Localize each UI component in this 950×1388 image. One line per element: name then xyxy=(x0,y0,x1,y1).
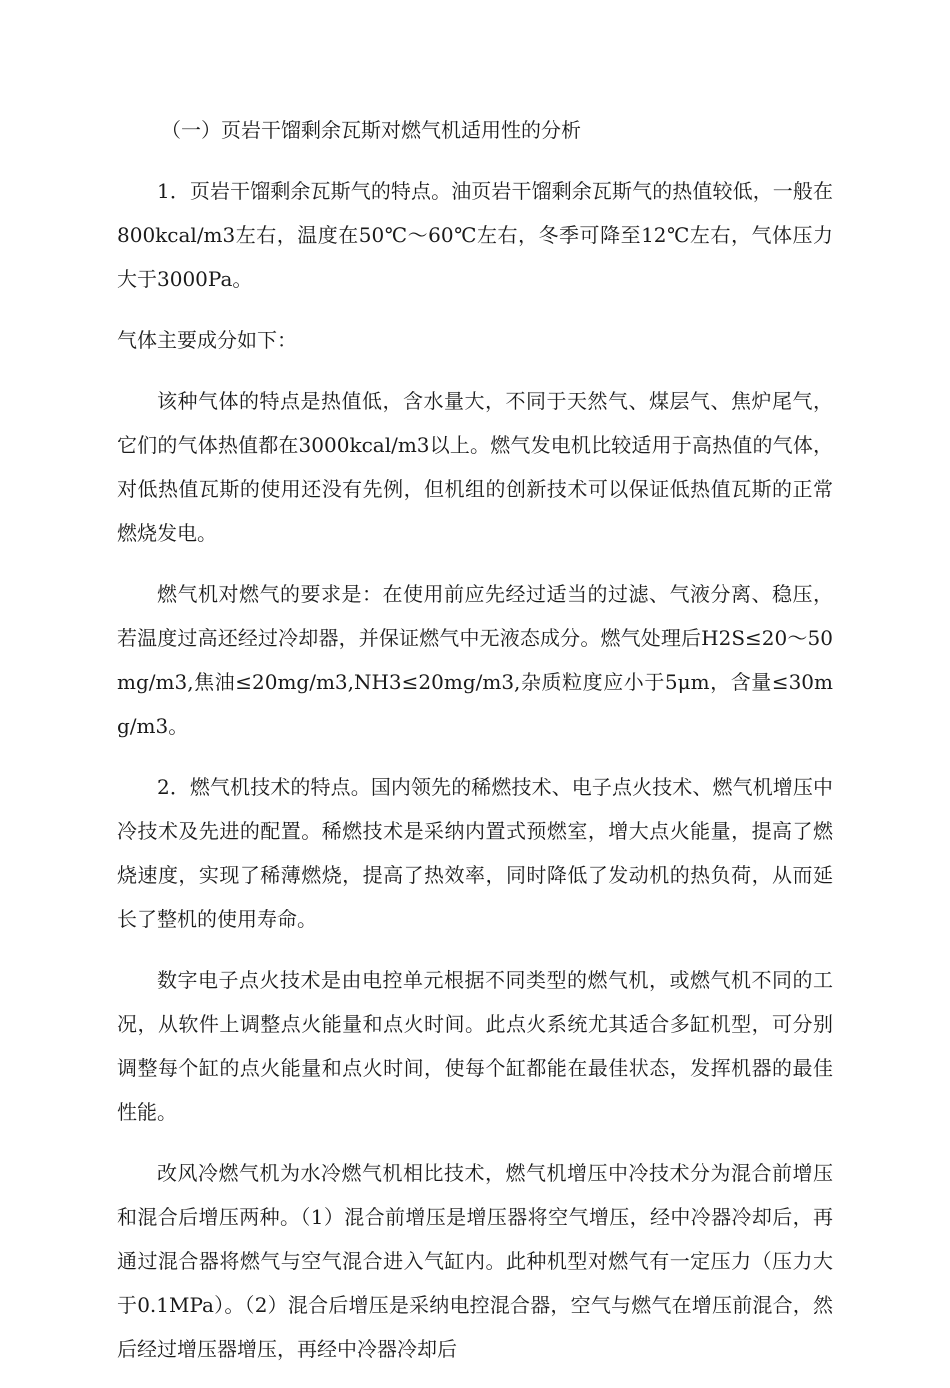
paragraph-digital-ignition: 数字电子点火技术是由电控单元根据不同类型的燃气机，或燃气机不同的工况，从软件上调整点火能量和点火时间。此点火系统尤其适合多缸机型，可分别调整每个缸的点火能量和点火时间，使每个缸都能在最佳状态，发挥机器的最佳性能。 xyxy=(117,968,833,1124)
paragraph-engine-technology: 2．燃气机技术的特点。国内领先的稀燃技术、电子点火技术、燃气机增压中冷技术及先进的配置。稀燃技术是采纳内置式预燃室，增大点火能量，提高了燃烧速度，实现了稀薄燃烧，提高了热效率，同时降低了发动机的热负荷，从而延长了整机的使用寿命。 xyxy=(117,775,833,931)
paragraph-gas-characteristics: 1．页岩干馏剩余瓦斯气的特点。油页岩干馏剩余瓦斯气的热值较低，一般在800kcal/m3左右，温度在50℃～60℃左右，冬季可降至12℃左右，气体压力大于3000Pa。 xyxy=(117,179,833,291)
document-body xyxy=(117,108,833,1388)
section-heading: （一）页岩干馏剩余瓦斯对燃气机适用性的分析 xyxy=(161,118,581,142)
paragraph-gas-composition-label: 气体主要成分如下： xyxy=(117,328,297,352)
paragraph-low-heat-value: 该种气体的特点是热值低，含水量大，不同于天然气、煤层气、焦炉尾气，它们的气体热值都在3000kcal/m3以上。燃气发电机比较适用于高热值的气体，对低热值瓦斯的使用还没有先例，但机组的创新技术可以保证低热值瓦斯的正常燃烧发电。 xyxy=(117,389,833,545)
paragraph-turbo-intercooling: 改风冷燃气机为水冷燃气机相比技术，燃气机增压中冷技术分为混合前增压和混合后增压两种。（1）混合前增压是增压器将空气增压，经中冷器冷却后，再通过混合器将燃气与空气混合进入气缸内。此种机型对燃气有一定压力（压力大于0.1MPa）。（2）混合后增压是采纳电控混合器，空气与燃气在增压前混合，然后经过增压器增压，再经中冷器冷却后 xyxy=(117,1161,833,1361)
paragraph-fuel-requirements: 燃气机对燃气的要求是：在使用前应先经过适当的过滤、气液分离、稳压，若温度过高还经过冷却器，并保证燃气中无液态成分。燃气处理后H2S≤20～50mg/m3,焦油≤20mg/m3,NH3≤20mg/m3,杂质粒度应小于5μm，含量≤30mg/m3。 xyxy=(117,582,833,738)
